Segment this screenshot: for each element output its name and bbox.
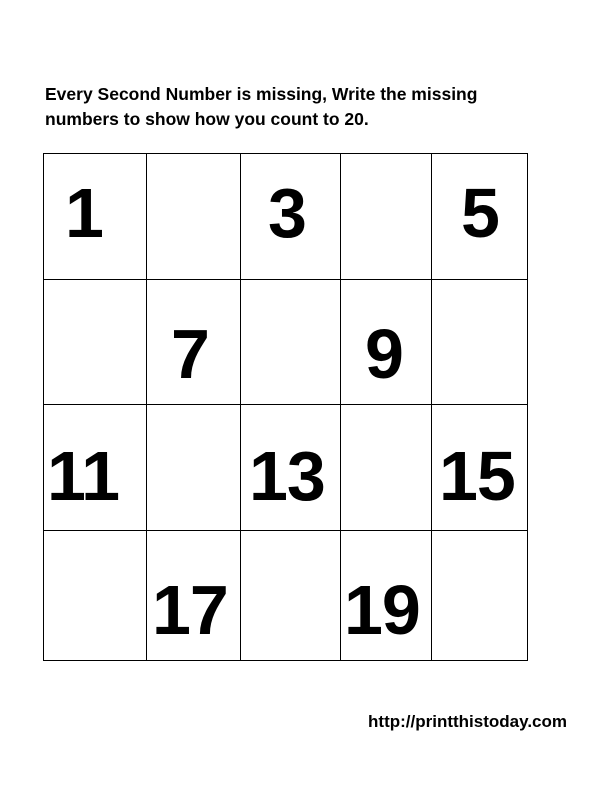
instruction-line-2: numbers to show how you count to 20. <box>45 109 369 129</box>
instruction-line-1: Every Second Number is missing, Write the missing <box>45 84 478 104</box>
grid-cell[interactable] <box>43 530 147 661</box>
grid-cell[interactable] <box>431 279 528 405</box>
number-grid <box>43 153 528 661</box>
grid-cell[interactable] <box>340 279 432 405</box>
cell-number: 17 <box>152 571 228 649</box>
cell-number: 1 <box>65 174 103 252</box>
grid-cell[interactable] <box>240 153 341 280</box>
cell-number: 5 <box>461 174 499 252</box>
cell-number: 9 <box>365 315 403 393</box>
website-url[interactable]: http://printthistoday.com <box>368 712 567 731</box>
cell-number: 7 <box>171 315 209 393</box>
grid-cell[interactable] <box>431 404 528 531</box>
grid-cell[interactable] <box>240 530 341 661</box>
grid-cell[interactable] <box>146 279 241 405</box>
grid-cell[interactable] <box>340 404 432 531</box>
cell-number: 11 <box>47 437 119 515</box>
grid-cell[interactable] <box>340 153 432 280</box>
grid-cell[interactable] <box>431 530 528 661</box>
cell-number: 3 <box>268 174 306 252</box>
instructions <box>45 82 565 132</box>
grid-cell[interactable] <box>146 153 241 280</box>
grid-cell[interactable] <box>240 404 341 531</box>
grid-cell[interactable] <box>146 404 241 531</box>
cell-number: 19 <box>344 571 420 649</box>
grid-cell[interactable] <box>431 153 528 280</box>
cell-number: 13 <box>249 437 325 515</box>
grid-cell[interactable] <box>43 279 147 405</box>
grid-cell[interactable] <box>43 153 147 280</box>
grid-cell[interactable] <box>146 530 241 661</box>
cell-number: 15 <box>439 437 515 515</box>
grid-cell[interactable] <box>43 404 147 531</box>
grid-cell[interactable] <box>340 530 432 661</box>
grid-cell[interactable] <box>240 279 341 405</box>
